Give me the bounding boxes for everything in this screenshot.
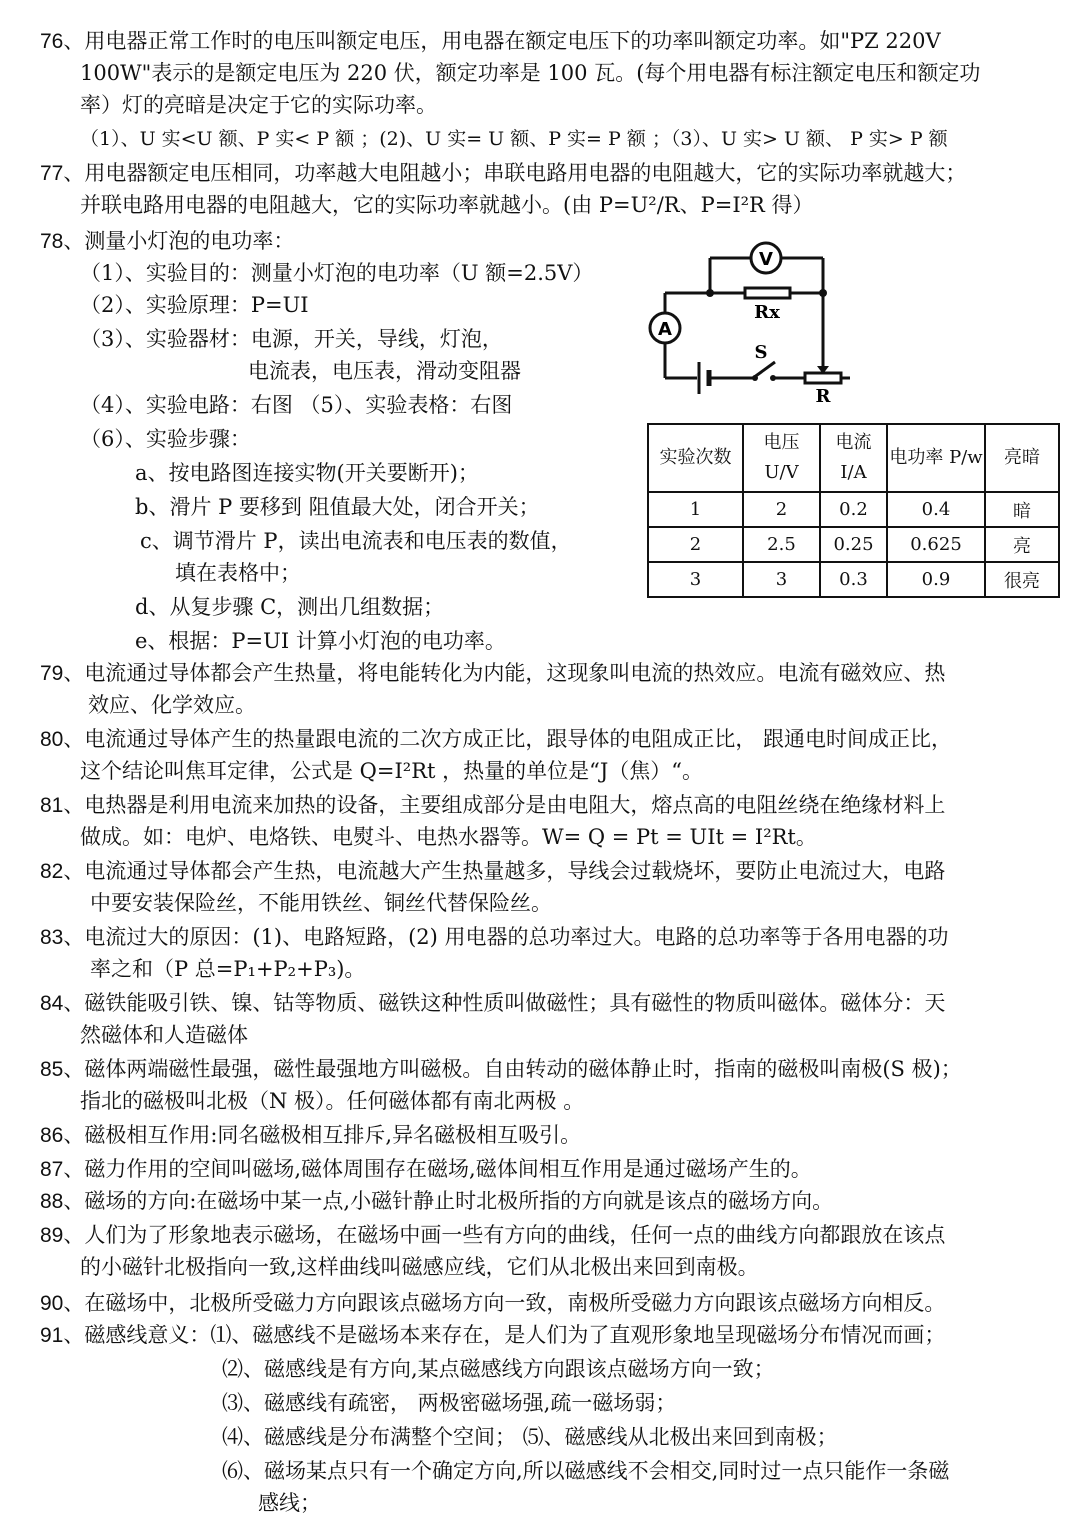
voltmeter-label: V: [759, 249, 773, 270]
item-91-line-6: 感线；: [258, 1491, 321, 1515]
item-text: 磁力作用的空间叫磁场,磁体周围存在磁场,磁体间相互作用是通过磁场产生的。: [84, 1157, 812, 1181]
item-78-title: [40, 226, 294, 257]
item-text: 磁体两端磁性最强，磁性最强地方叫磁极。自由转动的磁体静止时，指南的磁极叫南极(S 极)；: [84, 1057, 962, 1081]
item-number: 82、: [40, 860, 85, 883]
item-78-step-d: d、从复步骤 C，测出几组数据；: [135, 595, 445, 619]
item-text: 测量小灯泡的电功率：: [84, 229, 295, 253]
item-text: 磁极相互作用:同名磁极相互排斥,异名磁极相互吸引。: [84, 1123, 582, 1147]
item-86: [40, 1120, 581, 1151]
item-text: 磁感线意义：⑴、磁感线不是磁场本来存在，是人们为了直观形象地呈现磁场分布情况而画；: [84, 1323, 946, 1347]
item-text: 磁铁能吸引铁、镍、钴等物质、磁铁这种性质叫做磁性；具有磁性的物质叫磁体。磁体分：天: [84, 991, 946, 1015]
circuit-diagram: [645, 238, 860, 408]
table-row: [648, 527, 1059, 562]
table-cell: 2: [743, 492, 820, 527]
item-78-step-c-2: 填在表格中；: [175, 561, 301, 585]
item-88: [40, 1186, 833, 1217]
table-header-row: [648, 424, 1059, 492]
item-78-principle: （2）、实验原理：P=UI: [80, 293, 309, 317]
item-78-step-c: c、调节滑片 P，读出电流表和电压表的数值，: [140, 529, 572, 553]
item-83-line-1: [40, 922, 949, 953]
item-85-line-2: 指北的磁极叫北极（N 极）。任何磁体都有南北两极 。: [80, 1089, 585, 1113]
table-cell: 0.625: [887, 527, 985, 562]
item-text: 电热器是利用电流来加热的设备，主要组成部分是由电阻大，熔点高的电阻丝绕在绝缘材料上: [84, 793, 946, 817]
item-text: 电流通过导体产生的热量跟电流的二次方成正比，跟导体的电阻成正比， 跟通电时间成正比，: [84, 727, 953, 751]
table-cell: 3: [743, 562, 820, 597]
header-current: 电流 I/A: [820, 424, 887, 492]
item-number: 90、: [40, 1292, 85, 1315]
switch-label: S: [754, 342, 768, 363]
item-77-line-1: [40, 158, 966, 189]
item-82-line-1: [40, 856, 945, 887]
item-number: 81、: [40, 794, 85, 817]
item-89-line-2: 的小磁针北极指向一致,这样曲线叫磁感应线，它们从北极出来回到南极。: [80, 1255, 759, 1279]
item-90: [40, 1288, 945, 1319]
item-91-line-5: ⑹、磁场某点只有一个确定方向,所以磁感线不会相交,同时过一点只能作一条磁: [222, 1459, 950, 1483]
table-cell: 2.5: [743, 527, 820, 562]
item-78-step-b: b、滑片 P 要移到 阻值最大处，闭合开关；: [135, 495, 540, 519]
item-76-line-4: （1）、U 实<U 额、P 实< P 额 ；(2)、U 实= U 额、P 实= P 额 ；（3）、U 实> U 额、 P 实> P 额: [80, 128, 948, 150]
header-brightness: 亮暗: [985, 424, 1059, 492]
item-76-line-3: 率）灯的亮暗是决定于它的实际功率。: [80, 93, 437, 117]
table-cell: 很亮: [985, 562, 1059, 597]
item-number: 84、: [40, 992, 85, 1015]
table-cell: 0.3: [820, 562, 887, 597]
item-number: 87、: [40, 1158, 85, 1181]
item-text: 在磁场中，北极所受磁力方向跟该点磁场方向一致，南极所受磁力方向跟该点磁场方向相反。: [84, 1291, 946, 1315]
item-84-line-2: 然磁体和人造磁体: [80, 1023, 248, 1047]
item-78-steps: （6）、实验步骤：: [80, 427, 251, 451]
item-text: 电流通过导体都会产生热，电流越大产生热量越多，导线会过载烧坏，要防止电流过大，电路: [84, 859, 946, 883]
resistor-rx-symbol: [745, 288, 790, 298]
table-cell: 0.2: [820, 492, 887, 527]
item-79-line-1: [40, 658, 945, 689]
resistor-rx-label: Rx: [754, 302, 780, 323]
item-79-line-2: 效应、化学效应。: [88, 693, 256, 717]
item-81-line-2: 做成。如：电炉、电烙铁、电熨斗、电热水器等。W= Q = Pt = UIt = I²Rt。: [80, 825, 817, 849]
item-number: 88、: [40, 1190, 85, 1213]
item-number: 80、: [40, 728, 85, 751]
table-cell: 2: [648, 527, 743, 562]
item-78-step-e: e、根据：P=UI 计算小灯泡的电功率。: [135, 629, 506, 653]
item-80-line-1: [40, 724, 952, 755]
table-cell: 0.4: [887, 492, 985, 527]
table-cell: 0.9: [887, 562, 985, 597]
item-91-line-4: ⑷、磁感线是分布满整个空间； ⑸、磁感线从北极出来回到南极；: [222, 1425, 838, 1449]
item-89-line-1: [40, 1220, 945, 1251]
item-text: 用电器正常工作时的电压叫额定电压，用电器在额定电压下的功率叫额定功率。如"PZ 220V: [84, 29, 941, 53]
header-voltage: 电压 U/V: [743, 424, 820, 492]
item-number: 86、: [40, 1124, 85, 1147]
table-cell: 亮: [985, 527, 1059, 562]
item-number: 79、: [40, 662, 85, 685]
item-78-equipment-2: 电流表，电压表，滑动变阻器: [248, 359, 521, 383]
item-78-equipment-1: （3）、实验器材：电源，开关，导线，灯泡，: [80, 327, 503, 351]
table-cell: 3: [648, 562, 743, 597]
item-91-line-1: [40, 1320, 945, 1351]
item-number: 91、: [40, 1324, 85, 1347]
item-number: 89、: [40, 1224, 85, 1247]
item-text: 人们为了形象地表示磁场，在磁场中画一些有方向的曲线，任何一点的曲线方向都跟放在该点: [84, 1223, 946, 1247]
item-number: 77、: [40, 162, 85, 185]
item-91-line-3: ⑶、磁感线有疏密， 两极密磁场强,疏一磁场弱；: [222, 1391, 677, 1415]
switch-contact: [770, 375, 776, 381]
item-85-line-1: [40, 1054, 962, 1085]
item-78-step-a: a、按电路图连接实物(开关要断开)；: [135, 461, 479, 485]
item-87: [40, 1154, 812, 1185]
table-row: [648, 492, 1059, 527]
item-84-line-1: [40, 988, 945, 1019]
item-78-circuit-table: （4）、实验电路：右图 （5）、实验表格：右图: [80, 393, 513, 417]
item-77-line-2: 并联电路用电器的电阻越大，它的实际功率就越小。(由 P=U²/R、P=I²R 得）: [80, 193, 814, 217]
item-80-line-2: 这个结论叫焦耳定律，公式是 Q=I²Rt ，热量的单位是“J（焦）“。: [80, 759, 704, 783]
item-78-purpose: （1）、实验目的：测量小灯泡的电功率（U 额=2.5V）: [80, 261, 594, 285]
header-power: 电功率 P/w: [887, 424, 985, 492]
item-text: 磁场的方向:在磁场中某一点,小磁针静止时北极所指的方向就是该点的磁场方向。: [84, 1189, 834, 1213]
item-number: 85、: [40, 1058, 85, 1081]
item-91-line-2: ⑵、磁感线是有方向,某点磁感线方向跟该点磁场方向一致；: [222, 1357, 775, 1381]
junction-dot: [706, 289, 714, 297]
junction-dot: [819, 289, 827, 297]
rheostat-symbol: [805, 373, 841, 383]
experiment-table: [647, 423, 1060, 598]
table-cell: 暗: [985, 492, 1059, 527]
item-number: 83、: [40, 926, 85, 949]
rheostat-label: R: [815, 386, 831, 407]
item-82-line-2: 中要安装保险丝，不能用铁丝、铜丝代替保险丝。: [90, 891, 552, 915]
table-cell: 0.25: [820, 527, 887, 562]
item-text: 电流过大的原因：(1)、电路短路，(2) 用电器的总功率过大。电路的总功率等于各用电器的功: [84, 925, 949, 949]
ammeter-label: A: [658, 319, 672, 340]
table-row: [648, 562, 1059, 597]
item-76-line-2: 100W"表示的是额定电压为 220 伏，额定功率是 100 瓦。(每个用电器有标注额定电压和额定功: [80, 61, 981, 85]
table-cell: 1: [648, 492, 743, 527]
item-number: 78、: [40, 230, 85, 253]
header-trial: 实验次数: [648, 424, 743, 492]
item-text: 用电器额定电压相同，功率越大电阻越小；串联电路用电器的电阻越大，它的实际功率就越大；: [84, 161, 967, 185]
item-81-line-1: [40, 790, 945, 821]
item-76-line-1: [40, 26, 941, 57]
item-number: 76、: [40, 30, 85, 53]
item-83-line-2: 率之和（P 总=P₁+P₂+P₃)。: [90, 957, 366, 981]
item-text: 电流通过导体都会产生热量，将电能转化为内能，这现象叫电流的热效应。电流有磁效应、热: [84, 661, 946, 685]
